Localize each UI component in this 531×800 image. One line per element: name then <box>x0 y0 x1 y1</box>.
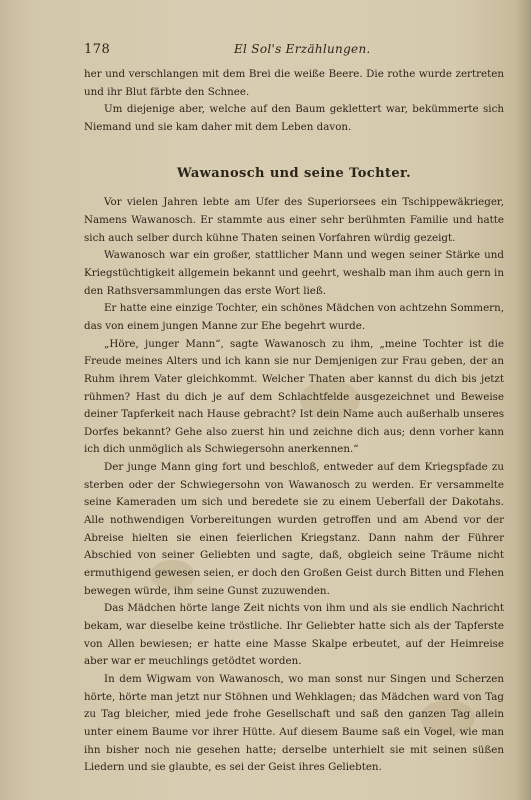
page-number: 178 <box>84 42 111 57</box>
body-paragraph: Wawanosch war ein großer, stattlicher Mann und wegen seiner Stärke und Kriegstüchtigkeit allgemein bekannt und geehrt, weshalb man ihm auch gern in den Rathsversammlungen das erste Wort ließ. <box>84 249 504 297</box>
running-head: El Sol's Erzählungen. <box>234 42 371 56</box>
body-paragraph: Der junge Mann ging fort und beschloß, entweder auf dem Kriegspfade zu sterben oder der Schwiegersohn von Wawanosch zu werden. Er versammelte seine Kameraden um sich und beredete sie zu einem Ueberfall der Dakotahs. Alle nothwendigen Vorbereitungen wurden getroffen und am Abend vor der Abreise hielten sie einen feierlichen Kriegstanz. Dann nahm der Führer Abschied von seiner Geliebten und sagte, daß, obgleich seine Träume nicht ermuthigend gewesen seien, er doch den Großen Geist durch Bitten und Flehen bewegen würde, ihm seine Gunst zuzuwenden. <box>84 461 504 597</box>
body-paragraph: Vor vielen Jahren lebte am Ufer des Superiorsees ein Tschippewäkrieger, Namens Wawanosch. Er stammte aus einer sehr berühmten Familie und hatte sich auch selber durch kühne Thaten seinen Vorfahren würdig gezeigt. <box>84 196 504 244</box>
body-paragraph: Er hatte eine einzige Tochter, ein schönes Mädchen von achtzehn Sommern, das von einem jungen Manne zur Ehe begehrt wurde. <box>84 302 504 332</box>
body-paragraph: Das Mädchen hörte lange Zeit nichts von ihm und als sie endlich Nachricht bekam, war dieselbe keine tröstliche. Ihr Geliebter hatte sich als der Tapferste von Allen bewiesen; er hatte eine Masse Skalpe erbeutet, auf der Heimreise aber war er meuchlings getödtet worden. <box>84 602 504 668</box>
body-paragraph: Um diejenige aber, welche auf den Baum geklettert war, bekümmerte sich Niemand und sie kam daher mit dem Leben davon. <box>84 103 504 133</box>
page-body <box>84 66 504 777</box>
body-paragraph: „Höre, junger Mann“, sagte Wawanosch zu ihm, „meine Tochter ist die Freude meines Alters und ich kann sie nur Demjenigen zur Frau geben, der an Ruhm ihrem Vater gleichkommt. Welcher Thaten aber kannst du dich bis jetzt rühmen? Hast du dich je auf dem Schlachtfelde ausgezeichnet und Beweise deiner Tapferkeit nach Hause gebracht? Ist dein Name auch außerhalb unseres Dorfes bekannt? Gehe also zuerst hin und zeichne dich aus; denn vorher kann ich dich unmöglich als Schwiegersohn anerkennen.“ <box>84 337 504 456</box>
body-paragraph: her und verschlangen mit dem Brei die weiße Beere. Die rothe wurde zertreten und ihr Blut färbte den Schnee. <box>84 68 504 98</box>
story-title: Wawanosch und seine Tochter. <box>176 165 411 181</box>
page-header <box>84 42 504 60</box>
body-paragraph: In dem Wigwam von Wawanosch, wo man sonst nur Singen und Scherzen hörte, hörte man jetzt nur Stöhnen und Wehklagen; das Mädchen ward von Tag zu Tag bleicher, mied jede frohe Gesellschaft und saß den ganzen Tag allein unter einem Baume vor ihrer Hütte. Auf diesem Baume saß ein Vogel, wie man ihn bisher noch nie gesehen hatte; derselbe unterhielt sie mit seinen süßen Liedern und sie glaubte, es sei der Geist ihres Geliebten. <box>84 673 504 774</box>
